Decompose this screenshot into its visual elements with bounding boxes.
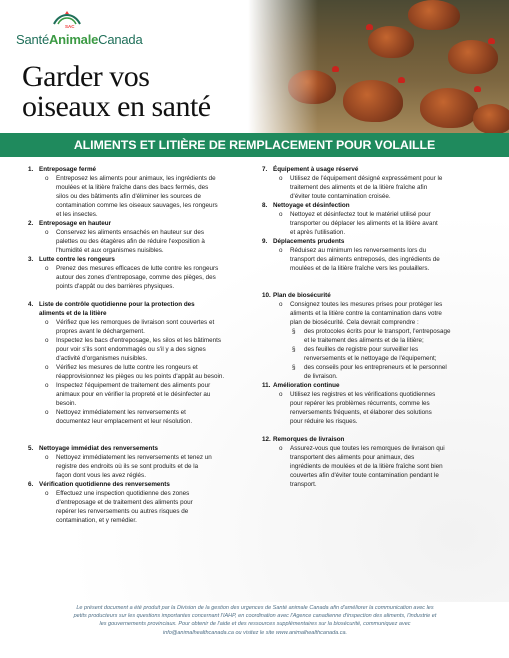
- logo-wordmark: SantéAnimaleCanada: [16, 32, 143, 47]
- list-item-line: [262, 219, 488, 228]
- list-item-line: [262, 354, 488, 363]
- list-item-text: Nettoyez et désinfectez tout le matériel utilisé pour: [290, 211, 431, 218]
- section-number: 6.: [28, 481, 34, 488]
- section-10: [262, 291, 488, 381]
- list-item-line: [262, 174, 488, 183]
- list-item-line: [262, 363, 488, 372]
- bullet-icon: o: [279, 391, 283, 398]
- list-item-line: [28, 183, 264, 192]
- bullet-icon: o: [45, 337, 49, 344]
- section-title-text: Entreposage en hauteur: [39, 220, 112, 227]
- list-item-text: Nettoyez immédiatement les renversements et: [56, 409, 186, 416]
- section-title: [28, 444, 264, 453]
- list-item-line: [28, 210, 264, 219]
- list-item-text: autour des zones d'entreposage, comme des pièges, des: [56, 274, 216, 281]
- bullet-icon: o: [279, 247, 283, 254]
- section-number: 9.: [262, 238, 268, 245]
- list-item-text: transportent des aliments pour animaux, des: [290, 454, 415, 461]
- list-item-text: ingrédients de moulées et de la litière fraîche sont bien: [290, 463, 443, 470]
- list-item-line: [28, 345, 264, 354]
- list-item-line: [262, 210, 488, 219]
- list-item-line: [28, 453, 264, 462]
- spacer: [28, 435, 264, 444]
- section-title: [262, 381, 488, 390]
- section-number: 10.: [262, 292, 271, 299]
- bullet-icon: o: [279, 211, 283, 218]
- section-number: 4.: [28, 301, 34, 308]
- list-item-text: Conservez les aliments ensachés en hauteur sur des: [56, 229, 205, 236]
- list-item-line: [262, 444, 488, 453]
- list-item-text: d'entreposage et de traitement des aliments pour: [56, 499, 193, 506]
- logo-badge: SAC: [65, 24, 75, 29]
- section-number: 8.: [262, 202, 268, 209]
- list-item-text: documentez leur emplacement et leur résolution.: [56, 418, 193, 425]
- bullet-icon: o: [45, 409, 49, 416]
- section-title-text: Déplacements prudents: [273, 238, 345, 245]
- list-item-line: [28, 282, 264, 291]
- list-item-text: Inspectez les bacs d'entreposage, les silos et les bâtiments: [56, 337, 222, 344]
- list-item-line: [262, 246, 488, 255]
- spacer: [262, 282, 488, 291]
- list-item-line: [262, 318, 488, 327]
- section-7: [262, 165, 488, 201]
- list-item-line: [262, 408, 488, 417]
- section-title: [262, 291, 488, 300]
- list-item-line: [28, 273, 264, 282]
- list-item-text: palettes ou des étagères afin de réduire l'exposition à: [56, 238, 205, 245]
- section-title: [28, 309, 264, 318]
- section-title-text: Plan de biosécurité: [273, 292, 331, 299]
- list-item-line: [262, 345, 488, 354]
- list-item-line: [28, 408, 264, 417]
- list-item-text: couvertes afin d'éviter toute contamination pendant le: [290, 472, 439, 479]
- bullet-icon: §: [292, 346, 296, 353]
- list-item-text: l'humidité et aux organismes nuisibles.: [56, 247, 164, 254]
- list-item-line: [28, 390, 264, 399]
- right-column: [262, 165, 488, 489]
- list-item-line: [262, 336, 488, 345]
- list-item-line: [28, 237, 264, 246]
- title-line-1: Garder vos: [22, 60, 150, 93]
- list-item-text: Prenez des mesures efficaces de lutte contre les rongeurs: [56, 265, 219, 272]
- section-title-text: Vérification quotidienne des renversements: [39, 481, 170, 488]
- list-item-text: Réduisez au minimum les renversements lors du: [290, 247, 427, 254]
- list-item-text: et le traitement des aliments et de la litière;: [304, 337, 424, 344]
- list-item-text: Inspectez l'équipement de traitement des aliments pour: [56, 382, 211, 389]
- section-title-text: Remorques de livraison: [273, 436, 345, 443]
- section-title-text: aliments et de la litière: [39, 310, 107, 317]
- list-item-line: [28, 507, 264, 516]
- list-item-line: [28, 399, 264, 408]
- list-item-text: façon dont vous les avez réglés.: [56, 472, 146, 479]
- list-item-text: contamination comme les oiseaux sauvages, les rongeurs: [56, 202, 218, 209]
- list-item-text: pour voir s'ils sont endommagés ou s'il y a des signes: [56, 346, 206, 353]
- list-item-line: [28, 228, 264, 237]
- list-item-line: [262, 417, 488, 426]
- section-2: [28, 219, 264, 255]
- section-number: 3.: [28, 256, 34, 263]
- content: [0, 157, 509, 602]
- list-item-text: traitement des aliments et de la litière fraîche afin: [290, 184, 428, 191]
- list-item-text: réapprovisionnez les pièges ou les points d'appât au besoin.: [56, 373, 225, 380]
- section-title: [28, 219, 264, 228]
- list-item-line: [28, 498, 264, 507]
- footer-line: info@animalhealthcanada.ca ou visitez le site www.animalhealthcanada.ca.: [162, 629, 348, 636]
- list-item-text: propres avant le déchargement.: [56, 328, 145, 335]
- list-item-text: Nettoyez immédiatement les renversements et tenez un: [56, 454, 212, 461]
- bullet-icon: §: [292, 328, 296, 335]
- list-item-line: [262, 462, 488, 471]
- list-item-line: [28, 462, 264, 471]
- list-item-line: [28, 372, 264, 381]
- list-item-text: transport.: [290, 481, 317, 488]
- left-column: [28, 165, 264, 525]
- bullet-icon: o: [45, 229, 49, 236]
- list-item-text: et les insectes.: [56, 211, 98, 218]
- list-item-text: Vérifiez que les remorques de livraison sont couvertes et: [56, 319, 215, 326]
- bullet-icon: o: [45, 319, 49, 326]
- list-item-text: moulées et la litière fraîche dans des bacs fermés, des: [56, 184, 209, 191]
- list-item-line: [28, 516, 264, 525]
- hens-photo: [248, 0, 509, 133]
- section-number: 2.: [28, 220, 34, 227]
- list-item-line: [28, 318, 264, 327]
- list-item-line: [262, 372, 488, 381]
- spacer: [28, 426, 264, 435]
- list-item-text: des conseils pour les entrepreneurs et le personnel: [304, 364, 447, 371]
- list-item-line: [262, 480, 488, 489]
- section-11: [262, 381, 488, 426]
- list-item-line: [28, 489, 264, 498]
- spacer: [28, 291, 264, 300]
- list-item-line: [28, 471, 264, 480]
- list-item-text: Effectuez une inspection quotidienne des zones: [56, 490, 190, 497]
- list-item-text: registre des endroits où ils se sont produits et de la: [56, 463, 199, 470]
- list-item-line: [262, 183, 488, 192]
- list-item-text: d'activité d'organismes nuisibles.: [56, 355, 148, 362]
- list-item-text: pour réduire les risques.: [290, 418, 358, 425]
- section-title-text: Nettoyage immédiat des renversements: [39, 445, 158, 452]
- section-1: [28, 165, 264, 219]
- list-item-text: repérer les renversements ou autres risques de: [56, 508, 189, 515]
- section-title-text: Amélioration continue: [273, 382, 340, 389]
- section-4: [28, 300, 264, 426]
- list-item-text: transport des aliments entreposés, des ingrédients de: [290, 256, 440, 263]
- list-item-line: [28, 336, 264, 345]
- list-item-text: Entreposez les aliments pour animaux, les ingrédients de: [56, 175, 216, 182]
- list-item-line: [28, 354, 264, 363]
- list-item-line: [28, 381, 264, 390]
- banner-title: ALIMENTS ET LITIÈRE DE REMPLACEMENT POUR VOLAILLE: [73, 138, 436, 152]
- section-number: 7.: [262, 166, 268, 173]
- section-title-text: Entreposage fermé: [39, 166, 97, 173]
- list-item-text: Consignez toutes les mesures prises pour protéger les: [290, 301, 443, 308]
- list-item-line: [262, 255, 488, 264]
- section-number: 11.: [262, 382, 271, 389]
- spacer: [262, 426, 488, 435]
- section-title: [28, 300, 264, 309]
- list-item-line: [262, 453, 488, 462]
- list-item-text: transporter ou déplacer les aliments et la litière avant: [290, 220, 438, 227]
- bullet-icon: o: [279, 445, 283, 452]
- list-item-text: animaux pour en vérifier la propreté et le désinfecter au: [56, 391, 211, 398]
- list-item-text: des protocoles écrits pour le transport, l'entreposage: [304, 328, 451, 335]
- bullet-icon: o: [45, 382, 49, 389]
- list-item-line: [28, 192, 264, 201]
- list-item-text: aliments et la litière contre la contamination dans votre: [290, 310, 442, 317]
- section-title-text: Nettoyage et désinfection: [273, 202, 350, 209]
- footer-line: les gouvernements provinciaux. Pour obtenir de l'aide et des ressources supplémentaires sur la biosécurité, communiquez avec: [99, 621, 411, 628]
- section-title: [28, 255, 264, 264]
- section-title-text: Liste de contrôle quotidienne pour la protection des: [39, 301, 195, 308]
- section-title: [262, 435, 488, 444]
- section-banner: [0, 133, 509, 157]
- list-item-text: Assurez-vous que toutes les remorques de livraison qui: [290, 445, 445, 452]
- section-title: [28, 480, 264, 489]
- footer-note: [30, 604, 480, 637]
- section-title: [262, 237, 488, 246]
- list-item-text: et après l'utilisation.: [290, 229, 346, 236]
- section-6: [28, 480, 264, 525]
- list-item-line: [262, 327, 488, 336]
- section-3: [28, 255, 264, 291]
- list-item-text: Vérifiez les mesures de lutte contre les rongeurs et: [56, 364, 198, 371]
- list-item-text: renversements fréquents, et élaborer des solutions: [290, 409, 432, 416]
- bullet-icon: o: [45, 364, 49, 371]
- section-12: [262, 435, 488, 489]
- bullet-icon: o: [45, 175, 49, 182]
- list-item-text: de livraison.: [304, 373, 338, 380]
- page-title: [22, 62, 262, 122]
- list-item-text: renversements et le nettoyage de l'équipement;: [304, 355, 437, 362]
- logo[interactable]: [16, 10, 166, 55]
- list-item-line: [262, 390, 488, 399]
- list-item-line: [28, 264, 264, 273]
- section-title: [262, 165, 488, 174]
- list-item-line: [262, 228, 488, 237]
- list-item-line: [262, 192, 488, 201]
- list-item-text: besoin.: [56, 400, 77, 407]
- list-item-text: d'éviter toute contamination croisée.: [290, 193, 391, 200]
- list-item-line: [262, 300, 488, 309]
- list-item-text: moulées et de la litière fraîche vers les poulaillers.: [290, 265, 430, 272]
- list-item-line: [28, 327, 264, 336]
- list-item-text: Utilisez de l'équipement désigné expressément pour le: [290, 175, 443, 182]
- title-line-2: oiseaux en santé: [22, 90, 211, 123]
- bullet-icon: o: [45, 265, 49, 272]
- footer-line: petits producteurs sur les questions importantes concernant l'IAHP, en coordination avec l'Agence canadienne d'inspection des aliments, l'industrie et: [73, 613, 437, 620]
- bullet-icon: o: [279, 301, 283, 308]
- list-item-line: [262, 309, 488, 318]
- section-number: 1.: [28, 166, 34, 173]
- list-item-line: [262, 399, 488, 408]
- header: [0, 0, 509, 133]
- list-item-text: des feuilles de registre pour surveiller les: [304, 346, 419, 353]
- list-item-text: plan de biosécurité. Cela devrait comprendre :: [290, 319, 419, 326]
- list-item-line: [28, 417, 264, 426]
- footer-line: Le présent document a été produit par la Division de la gestion des urgences de Santé animale Canada afin d'améliorer la communication avec les: [76, 605, 434, 611]
- bullet-icon: o: [45, 454, 49, 461]
- section-5: [28, 444, 264, 480]
- list-item-line: [262, 471, 488, 480]
- list-item-text: points d'appât ou des barrières physiques.: [56, 283, 175, 290]
- list-item-text: pour repérer les problèmes récurrents, comme les: [290, 400, 430, 407]
- section-title: [262, 201, 488, 210]
- section-number: 12.: [262, 436, 271, 443]
- list-item-line: [28, 174, 264, 183]
- list-item-text: Utilisez les registres et les vérifications quotidiennes: [290, 391, 436, 398]
- list-item-line: [28, 363, 264, 372]
- section-title: [28, 165, 264, 174]
- section-title-text: Équipement à usage réservé: [273, 166, 359, 173]
- list-item-line: [262, 264, 488, 273]
- section-title-text: Lutte contre les rongeurs: [39, 256, 115, 263]
- list-item-line: [28, 246, 264, 255]
- list-item-text: silos ou des bâtiments afin d'éliminer les sources de: [56, 193, 202, 200]
- list-item-text: contamination, et y remédier.: [56, 517, 137, 524]
- spacer: [262, 273, 488, 282]
- section-number: 5.: [28, 445, 34, 452]
- list-item-line: [28, 201, 264, 210]
- bullet-icon: §: [292, 364, 296, 371]
- section-9: [262, 237, 488, 273]
- section-8: [262, 201, 488, 237]
- bullet-icon: o: [279, 175, 283, 182]
- bullet-icon: o: [45, 490, 49, 497]
